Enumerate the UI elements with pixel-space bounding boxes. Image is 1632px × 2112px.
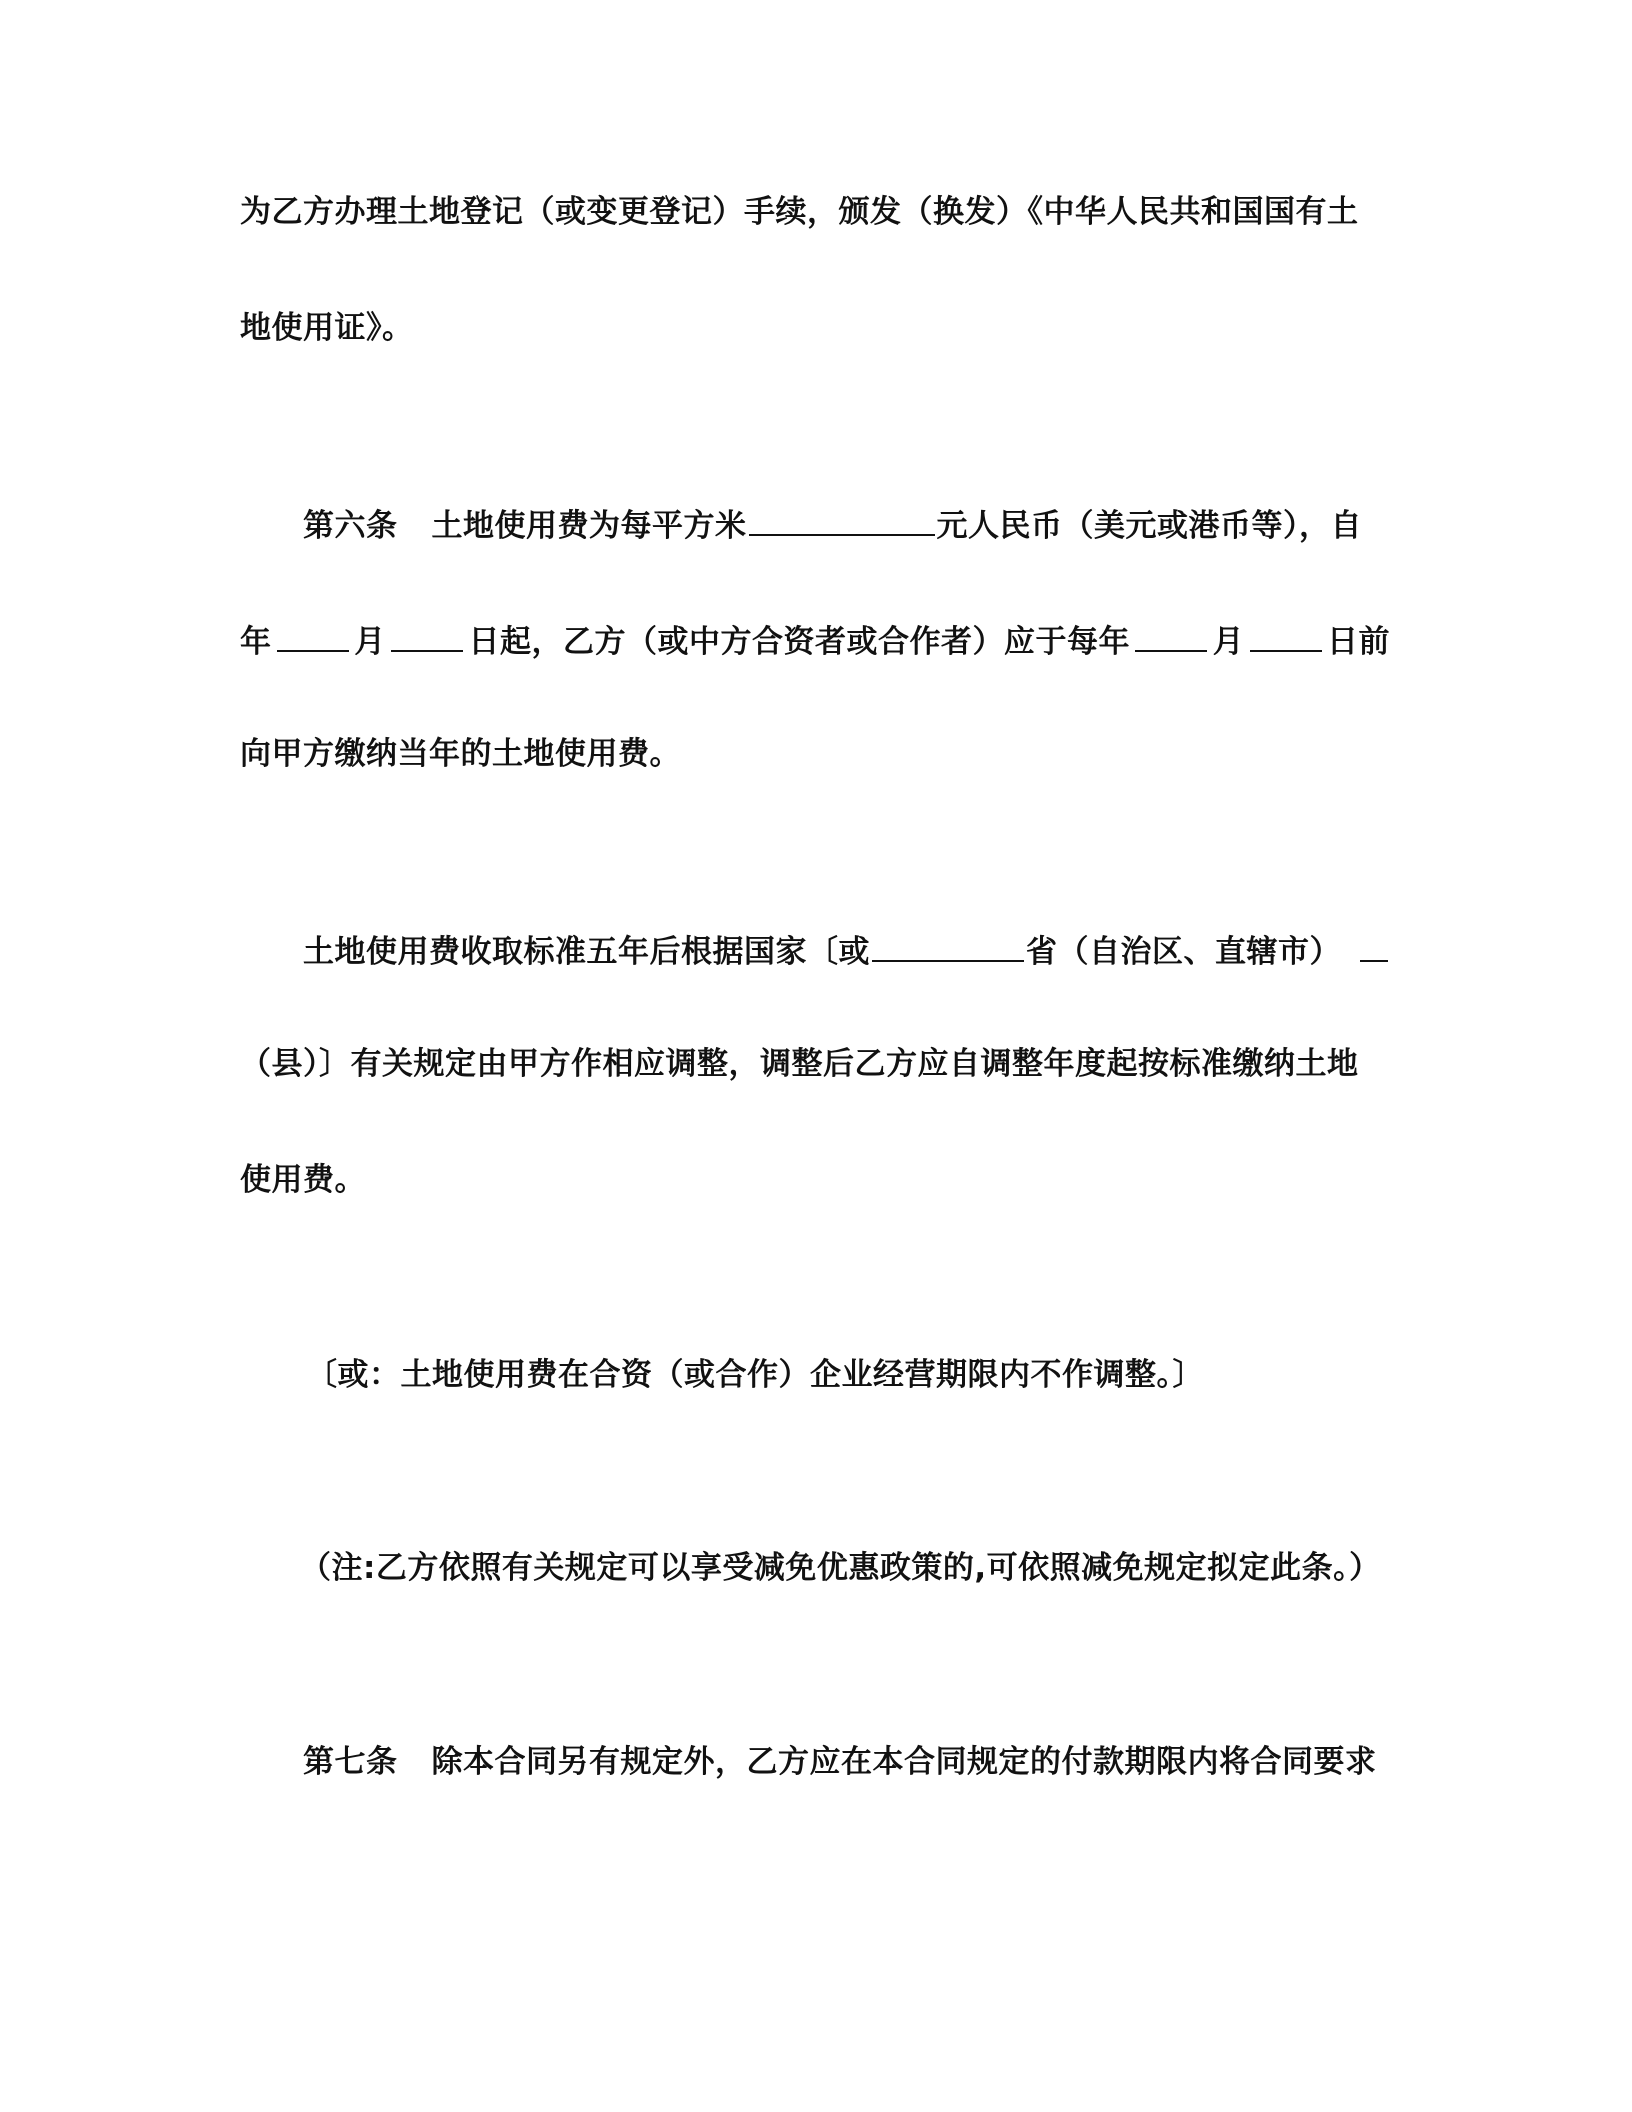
article-7-title: 第七条 bbox=[303, 1744, 398, 1780]
paragraph-line: （县）〕有关规定由甲方作相应调整，调整后乙方应自调整年度起按标准缴纳土地 bbox=[240, 1046, 1359, 1082]
article-6-text: 元人民币（美元或港币等），自 bbox=[936, 508, 1362, 544]
paragraph-line bbox=[240, 616, 1390, 664]
text-segment: 月 bbox=[1212, 624, 1245, 660]
paragraph-line: 〔或：土地使用费在合资（或合作）企业经营期限内不作调整。〕 bbox=[306, 1357, 1204, 1393]
fill-blank bbox=[391, 616, 463, 652]
fill-blank bbox=[277, 616, 349, 652]
article-7-text: 除本合同另有规定外，乙方应在本合同规定的付款期限内将合同要求 bbox=[431, 1744, 1377, 1780]
article-6-text: 土地使用费为每平方米 bbox=[431, 508, 747, 544]
fill-blank bbox=[1250, 616, 1322, 652]
paragraph-line: 使用费。 bbox=[240, 1162, 366, 1198]
paragraph-line: 向甲方缴纳当年的土地使用费。 bbox=[240, 736, 681, 772]
paragraph-line: 地使用证》。 bbox=[240, 310, 414, 346]
text-segment: 省（自治区、直辖市） bbox=[1026, 934, 1341, 970]
fill-blank bbox=[1360, 926, 1388, 962]
text-segment: 月 bbox=[354, 624, 386, 660]
text-segment: 土地使用费收取标准五年后根据国家〔或 bbox=[303, 934, 870, 970]
paragraph-line: 为乙方办理土地登记（或变更登记）手续，颁发（换发）《中华人民共和国国有土 bbox=[240, 194, 1359, 230]
text-segment: 年 bbox=[240, 624, 272, 660]
paragraph-line bbox=[303, 926, 1390, 974]
article-6-title: 第六条 bbox=[303, 508, 398, 544]
fill-blank bbox=[1135, 616, 1207, 652]
article-6-line bbox=[303, 500, 1453, 548]
text-segment: 日起，乙方（或中方合资者或合作者）应于每年 bbox=[468, 624, 1130, 660]
fill-blank bbox=[749, 500, 935, 536]
note-line: （注:乙方依照有关规定可以享受减免优惠政策的,可依照减免规定拟定此条。） bbox=[300, 1550, 1381, 1586]
article-7-line bbox=[303, 1740, 1453, 1784]
text-segment: 日前 bbox=[1327, 624, 1390, 660]
fill-blank bbox=[872, 926, 1024, 962]
